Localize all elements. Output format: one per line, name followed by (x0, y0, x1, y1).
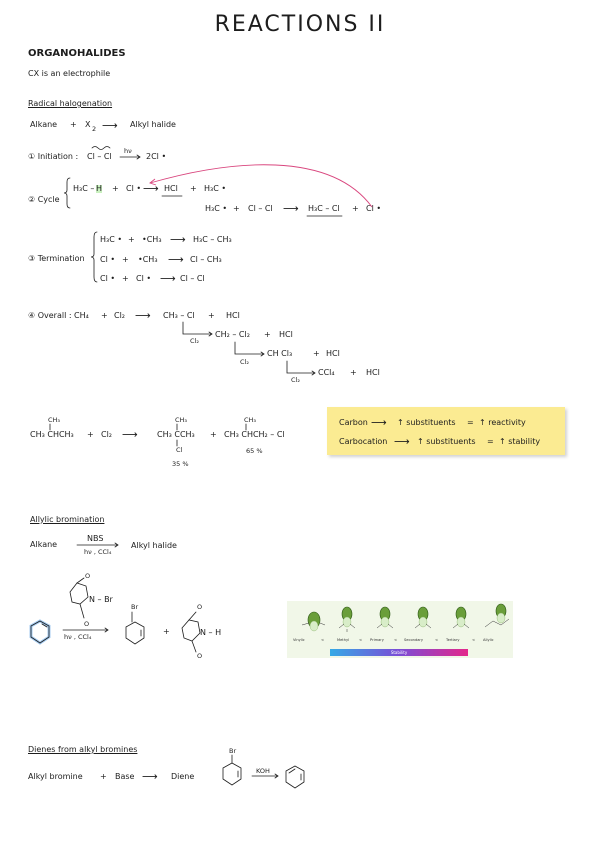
bromocyclohexene-product (126, 612, 144, 644)
diene-base-label: KOH (256, 767, 270, 775)
section-heading-organohalides: ORGANOHALIDES (28, 48, 126, 59)
succinimide-o-top: O (197, 603, 203, 611)
arrow-conditions: hν , CCl₄ (64, 633, 92, 641)
diene-br-label: Br (229, 747, 237, 755)
section-heading-radical-halogenation: Radical halogenation (28, 99, 113, 108)
sticky-note: Carbon ⟶ ↑ substituents = ↑ reactivity Carbocation ⟶ ↑ substituents = ↑ stability (327, 407, 565, 455)
nbs-arrow (77, 543, 118, 547)
radical-stability-figure: Vinylic < Methyl < Primary < Secondary < Tertiary < Allylic Stability (287, 601, 513, 658)
stability-gradient-bar: Stability (330, 649, 468, 656)
succinimide-o-bottom: O (197, 652, 203, 660)
nbs-o-bottom: O (84, 620, 90, 628)
nbs-n-br: N – Br (89, 595, 113, 604)
termination-brace (91, 232, 97, 282)
succinimide-structure (182, 612, 200, 652)
initiation-arrow (120, 155, 140, 159)
nbs-structure (70, 578, 88, 618)
koh-arrow (252, 774, 278, 778)
initiation-wavy-mark (92, 147, 110, 150)
bromide-br-label: Br (131, 603, 139, 611)
plus-sign: + (163, 627, 170, 636)
section-heading-dienes: Dienes from alkyl bromines (28, 745, 138, 754)
page-title: REACTIONS II (214, 12, 386, 37)
overall-branch-2 (235, 342, 264, 356)
overall-branch-3 (287, 361, 315, 375)
organohalides-subtitle: CX is an electrophile (28, 69, 111, 78)
cycle-brace (64, 178, 70, 208)
succinimide-nh: N – H (200, 628, 222, 637)
section-heading-allylic-bromination: Allylic bromination (30, 515, 105, 524)
bromocyclohexene-diene-reactant (223, 755, 241, 785)
cycle-curved-arrow (150, 165, 372, 207)
allylic-arrow (63, 628, 108, 632)
overall-branch-1 (183, 322, 212, 336)
cyclohexadiene-product (286, 766, 304, 788)
nbs-o-top: O (85, 572, 91, 580)
cyclohexene-reactant (31, 621, 49, 643)
